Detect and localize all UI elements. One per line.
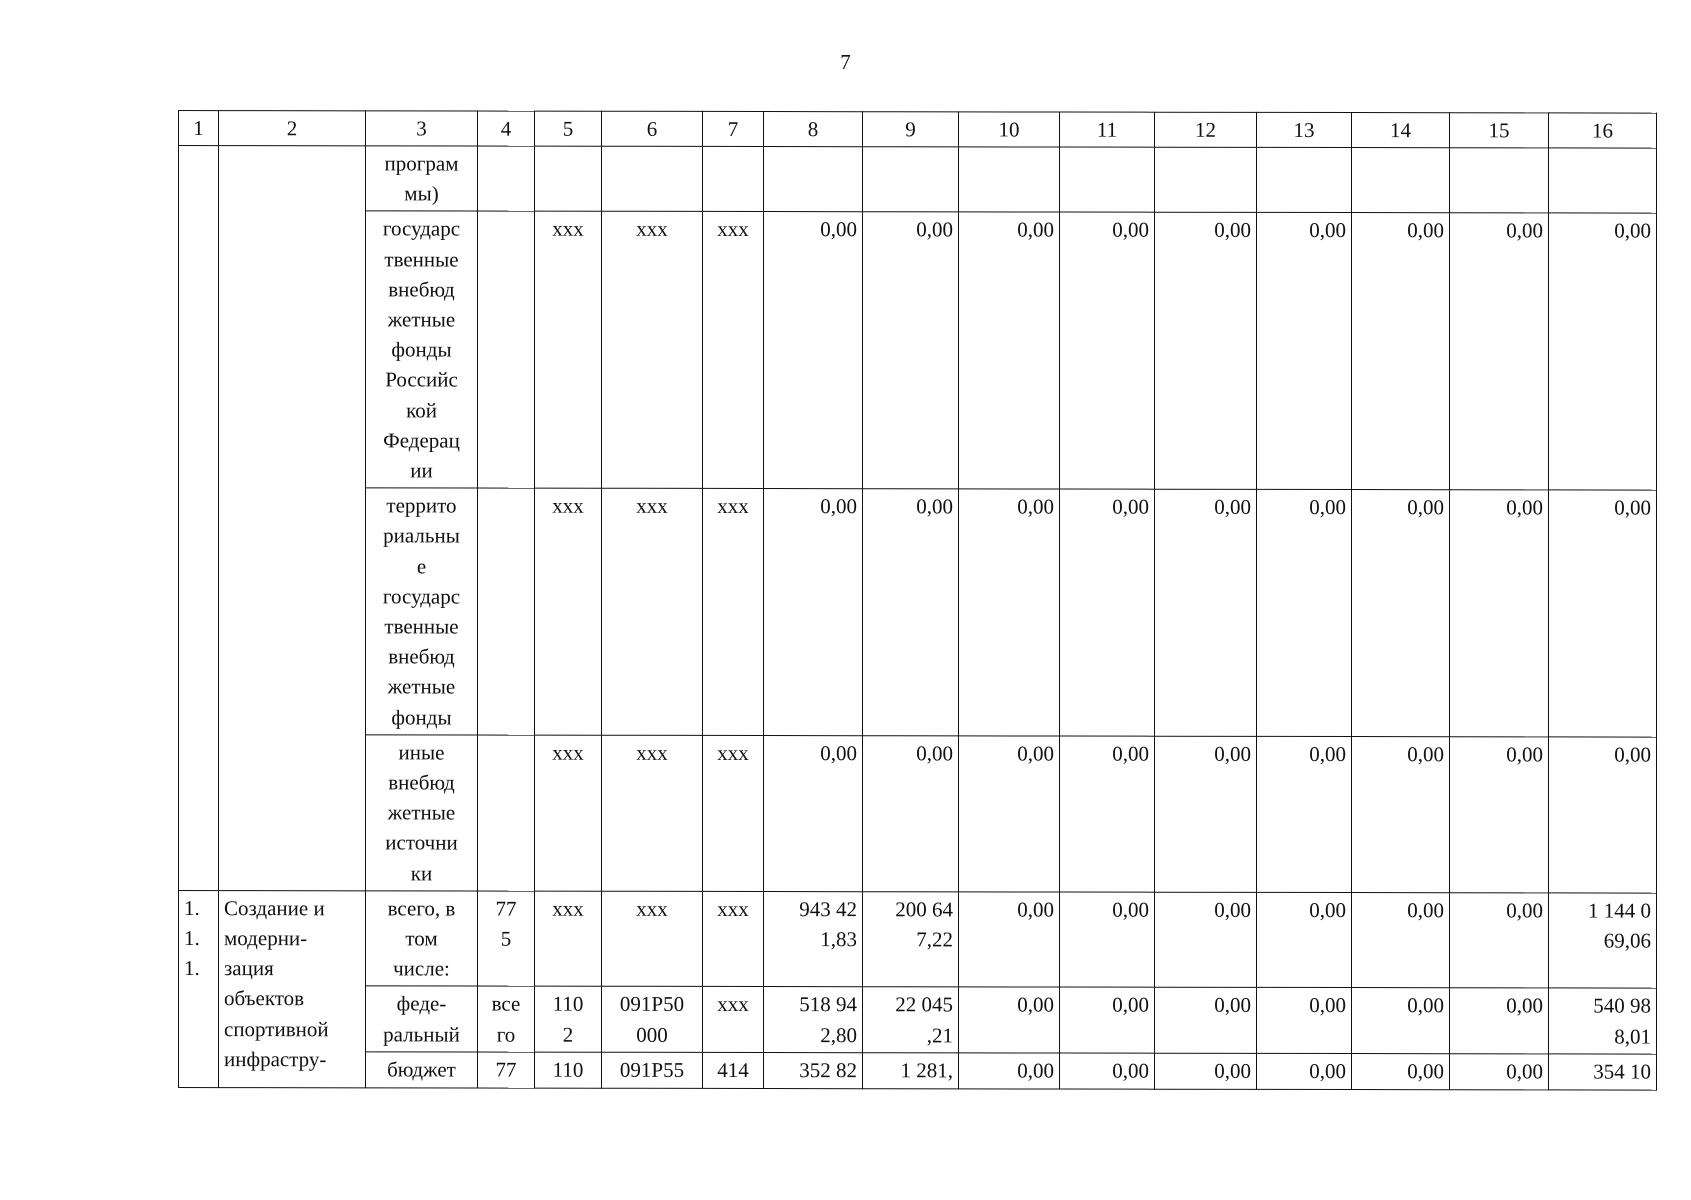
cell-line: твенные [384,246,459,272]
table-row [179,146,1657,214]
cell-line: фонды [391,705,452,730]
cell-col-14: 0,00 [1352,988,1450,1054]
column-header-9: 9 [863,112,959,147]
cell-line: кой [406,398,437,423]
cell-line: внебюд [388,644,455,669]
cell-line: Федерац [383,428,460,453]
cell-col-12: 0,00 [1155,489,1257,736]
row-number [179,890,219,1087]
cell-line: жетные [387,674,456,699]
cell-line: внебюд [388,277,455,302]
cell-col-7: 414 [703,1052,764,1088]
cell-line: 2 [562,1022,574,1047]
cell-col-16 [1549,988,1657,1054]
column-header-2: 2 [219,111,366,146]
cell-line: ральный [383,1022,460,1047]
cell-col-4 [478,735,535,891]
cell-col-16: 0,00 [1549,737,1657,893]
header-row [179,111,1657,149]
cell-col-14: 0,00 [1352,736,1450,892]
cell-col-5: xxx [535,212,602,489]
cell-col-8: 352 82 [764,1052,863,1088]
cell-line: Российс [385,367,458,392]
cell-col-5 [535,146,602,212]
cell-col-6 [602,146,703,212]
cell-col-12: 0,00 [1155,1053,1257,1089]
cell-col-14: 0,00 [1352,1053,1450,1089]
page-number: 7 [840,50,851,74]
cell-col-12: 0,00 [1155,736,1257,892]
cell-line: источни [385,830,458,855]
cell-col-12 [1155,147,1257,213]
cell-line: 5 [500,926,512,951]
cell-line: 1,83 [820,927,857,952]
cell-col-3 [366,211,478,488]
cell-col-16: 0,00 [1549,213,1657,490]
cell-col-4 [478,146,535,212]
cell-line: инфрастру- [224,1046,327,1072]
cell-col-13: 0,00 [1257,988,1352,1054]
cell-col-9 [863,987,959,1053]
cell-col-7: xxx [703,987,764,1053]
cell-col-3 [366,146,478,212]
table-row [179,890,1657,988]
cell-col-5 [535,987,602,1053]
column-header-11: 11 [1060,112,1155,147]
cell-col-6: xxx [602,735,703,891]
cell-col-3 [366,891,478,987]
cell-line: террито [386,493,457,518]
cell-col-16 [1549,148,1657,214]
cell-col-11: 0,00 [1060,892,1155,988]
cell-line: 1. [184,956,200,981]
cell-col-4 [478,211,535,488]
cell-col-15: 0,00 [1450,213,1549,490]
cell-col-10 [959,147,1060,213]
column-header-16: 16 [1549,113,1657,148]
column-header-8: 8 [764,112,863,147]
cell-col-5: xxx [535,488,602,735]
cell-col-8 [764,147,863,213]
column-header-15: 15 [1450,113,1549,148]
cell-line: внебюд [388,770,455,795]
cell-line: твенные [384,614,459,639]
cell-col-14: 0,00 [1352,892,1450,988]
cell-line: 091P50 [619,992,685,1017]
column-header-14: 14 [1352,113,1450,148]
cell-col-11: 0,00 [1060,736,1155,892]
cell-line: ,21 [926,1022,953,1048]
column-header-6: 6 [602,111,703,146]
column-header-10: 10 [959,112,1060,147]
cell-line: жетные [387,307,456,332]
cell-col-13: 0,00 [1257,892,1352,988]
cell-col-15: 0,00 [1450,737,1549,893]
cell-col-7: xxx [703,735,764,891]
cell-col-10: 0,00 [959,736,1060,892]
cell-col-3 [366,735,478,891]
cell-col-8 [764,891,863,987]
cell-line: ки [410,861,433,886]
cell-line: государс [382,216,461,241]
cell-line: жетные [387,800,456,825]
column-header-1: 1 [179,111,219,146]
cell-col-12: 0,00 [1155,892,1257,988]
cell-col-11: 0,00 [1060,489,1155,736]
cell-col-3 [366,986,478,1052]
cell-col-2 [219,146,366,891]
measure-name [219,890,366,1087]
cell-col-16 [1549,893,1657,989]
cell-col-8: 0,00 [764,212,863,489]
cell-col-8 [764,987,863,1053]
table-row [179,734,1657,893]
table-row [179,986,1657,1054]
cell-col-5: xxx [535,891,602,987]
cell-line: 110 [552,992,584,1017]
cell-line: 540 98 [1593,993,1651,1019]
cell-col-3: бюджет [366,1052,478,1088]
cell-col-16: 0,00 [1549,490,1657,737]
cell-col-3 [366,488,478,735]
cell-line: риальны [383,523,460,548]
cell-col-12: 0,00 [1155,213,1257,490]
column-header-4: 4 [478,111,535,146]
cell-col-9: 0,00 [863,736,959,892]
cell-line: 518 94 [799,992,857,1017]
cell-line: все [491,992,521,1017]
cell-col-13 [1257,147,1352,213]
cell-col-10: 0,00 [959,489,1060,736]
table-row [179,488,1657,737]
cell-col-16: 354 10 [1549,1054,1657,1090]
cell-col-7 [703,146,764,212]
cell-col-10: 0,00 [959,212,1060,489]
cell-line: ии [410,458,433,483]
cell-line: числе: [393,956,450,981]
cell-line: 1. [184,895,200,920]
cell-line: е [416,554,427,579]
cell-line: всего, в [387,896,456,921]
cell-col-13: 0,00 [1257,490,1352,737]
cell-line: фонды [391,337,452,362]
cell-col-7: xxx [703,891,764,987]
cell-col-10: 0,00 [959,1053,1060,1089]
cell-col-15: 0,00 [1450,1054,1549,1090]
cell-col-10: 0,00 [959,892,1060,988]
cell-col-13: 0,00 [1257,213,1352,490]
cell-line: 200 64 [895,897,953,922]
cell-col-15: 0,00 [1450,490,1549,737]
cell-col-7: xxx [703,489,764,736]
cell-col-11: 0,00 [1060,212,1155,489]
cell-col-8: 0,00 [764,735,863,891]
cell-col-6 [602,987,703,1053]
cell-col-4: 77 [478,1052,535,1088]
cell-col-7: xxx [703,212,764,489]
cell-col-5: 110 [535,1052,602,1088]
column-header-3: 3 [366,111,478,146]
cell-col-4 [478,488,535,735]
cell-col-4 [478,987,535,1053]
cell-col-9 [863,892,959,988]
cell-line: 2,80 [820,1022,857,1047]
cell-col-11: 0,00 [1060,1053,1155,1089]
cell-line: 7,22 [916,927,953,952]
cell-col-5: xxx [535,735,602,891]
cell-col-15: 0,00 [1450,893,1549,989]
cell-line: 000 [636,1022,668,1047]
cell-line: том [405,926,438,951]
cell-col-13: 0,00 [1257,1053,1352,1089]
cell-col-9: 1 281, [863,1053,959,1089]
budget-table [178,110,1657,1090]
cell-line: 1. [184,926,200,951]
cell-line: иные [398,740,445,765]
cell-col-4 [478,891,535,987]
column-header-13: 13 [1257,112,1352,147]
cell-col-6: xxx [602,488,703,735]
cell-col-8: 0,00 [764,489,863,736]
cell-col-10: 0,00 [959,987,1060,1053]
column-header-5: 5 [535,111,602,146]
cell-line: програм [384,151,459,176]
cell-col-6: xxx [602,891,703,987]
table-row [179,1051,1657,1090]
cell-line: 8,01 [1614,1024,1651,1049]
cell-line: 22 045 [895,992,953,1017]
cell-line: 69,06 [1603,928,1651,953]
cell-col-1 [179,146,219,891]
cell-col-14: 0,00 [1352,490,1450,737]
cell-line: мы) [404,181,439,206]
cell-col-12: 0,00 [1155,988,1257,1054]
column-header-7: 7 [703,111,764,146]
cell-col-9: 0,00 [863,212,959,489]
cell-col-9: 0,00 [863,489,959,736]
cell-col-14 [1352,148,1450,214]
cell-line: спортивной [224,1016,329,1041]
cell-col-9 [863,147,959,213]
column-header-12: 12 [1155,112,1257,147]
cell-line: зация [224,956,274,981]
cell-line: объектов [224,986,305,1011]
cell-line: модерни- [224,926,308,951]
table-row [179,211,1657,490]
cell-line: государс [382,584,461,609]
cell-col-15: 0,00 [1450,988,1549,1054]
cell-line: 1 144 0 [1588,898,1651,923]
cell-col-11 [1060,147,1155,213]
cell-line: феде- [396,991,447,1016]
cell-line: Создание и [224,895,325,921]
cell-col-6: 091P55 [602,1052,703,1088]
cell-col-11: 0,00 [1060,988,1155,1054]
cell-col-6: xxx [602,212,703,489]
cell-col-13: 0,00 [1257,736,1352,892]
cell-line: 943 42 [799,896,857,922]
cell-line: го [496,1022,516,1047]
cell-col-15 [1450,148,1549,214]
cell-line: 77 [495,896,517,921]
cell-col-14: 0,00 [1352,213,1450,490]
